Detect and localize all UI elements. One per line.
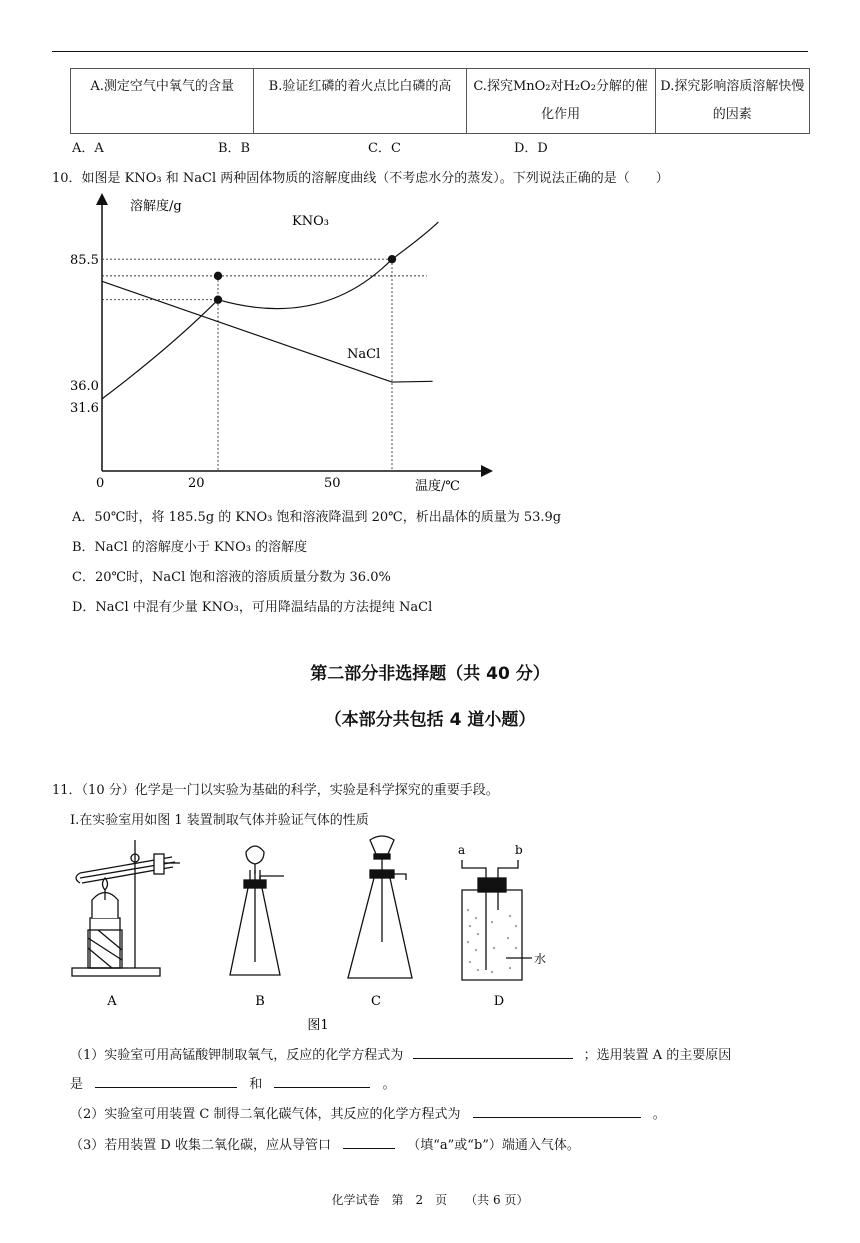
label-b: B [255,994,265,1009]
q9-choice-b[interactable]: B．B [218,141,251,156]
apparatus-d [462,860,532,980]
nacl-curve [102,281,433,382]
label-d: D [493,994,505,1009]
answer-blank-reason-2[interactable] [274,1075,370,1088]
q10-option-d[interactable]: D．NaCl 中混有少量 KNO₃，可用降温结晶的方法提纯 NaCl [72,600,433,615]
x-tick-0: 0 [96,476,105,491]
q10-stem: 10．如图是 KNO₃ 和 NaCl 两种固体物质的溶解度曲线（不考虑水分的蒸发）。下列说法正确的是（ ） [52,171,669,186]
q9-option-table [70,68,810,134]
q9-cell-b: B.验证红磷的着火点比白磷的高 [254,69,466,134]
q9-cell-d: D.探究影响溶质溶解快慢的因素 [655,69,809,134]
q11-item-1-end: 。 [382,1077,396,1092]
q11-item-3 [70,1134,580,1153]
x-tick-50: 50 [324,476,341,491]
q9-choice-a[interactable]: A．A [72,141,104,156]
q11-item-2-end: 。 [652,1107,666,1122]
q9-choice-d[interactable]: D．D [514,141,548,156]
figure-caption: 图1 [307,1018,329,1033]
nacl-series-label: NaCl [347,347,381,362]
answer-blank-equation-1[interactable] [413,1046,573,1059]
kno3-curve [102,222,438,399]
answer-blank-reason-1[interactable] [95,1075,237,1088]
kno3-series-label: KNO₃ [292,214,329,229]
y-tick-36-0: 36.0 [70,379,99,394]
x-axis-label: 温度/℃ [415,479,460,494]
answer-blank-equation-2[interactable] [473,1105,641,1118]
y-tick-31-6: 31.6 [70,401,99,416]
q11-part1-intro: Ⅰ.在实验室用如图 1 装置制取气体并验证气体的性质 [70,813,369,828]
q11-item-1-line2 [70,1073,396,1092]
label-a: A [107,994,117,1009]
q11-item-3-text: （3）若用装置 D 收集二氧化碳，应从导管口 [70,1138,331,1153]
q9-cell-c: C.探究MnO₂对H₂O₂分解的催化作用 [466,69,655,134]
answer-blank-port[interactable] [343,1136,395,1149]
apparatus-figure [60,830,580,1035]
label-water: 水 [534,952,547,966]
q11-item-1-text: （1）实验室可用高锰酸钾制取氧气，反应的化学方程式为 [70,1048,404,1063]
q11-stem: 11．（10 分）化学是一门以实验为基础的科学，实验是科学探究的重要手段。 [52,783,499,798]
data-point-1 [214,296,222,304]
q11-item-1-and: 和 [249,1077,263,1092]
q11-item-1-line1 [70,1044,820,1063]
apparatus-a [72,840,180,976]
q11-item-2-text: （2）实验室可用装置 C 制得二氧化碳气体，其反应的化学方程式为 [70,1107,461,1122]
y-tick-85-5: 85.5 [70,253,99,268]
q9-cell-a: A.测定空气中氧气的含量 [71,69,254,134]
apparatus-c [348,836,412,978]
q11-item-1-tail: ；选用装置 A 的主要原因 [583,1048,732,1063]
apparatus-b [230,846,284,975]
data-point-2 [388,255,396,263]
q10-option-b[interactable]: B．NaCl 的溶解度小于 KNO₃ 的溶解度 [72,540,308,555]
y-axis-label: 溶解度/g [130,199,182,214]
water-pattern [467,909,517,973]
part2-title: 第二部分非选择题（共 40 分） [310,664,550,684]
part2-subtitle: （本部分共包括 4 道小题） [324,710,536,730]
q10-option-a[interactable]: A．50℃时，将 185.5g 的 KNO₃ 饱和溶液降温到 20℃，析出晶体的质量为 53.9g [72,510,562,525]
guide-lines [102,259,427,471]
page-footer: 化学试卷 第 2 页 （共 6 页） [331,1193,529,1207]
label-c: C [371,994,381,1009]
label-port-a: a [458,843,466,857]
x-tick-20: 20 [188,476,205,491]
q11-item-1-reason-prefix: 是 [70,1077,84,1092]
data-point-0 [214,272,222,280]
label-port-b: b [515,843,523,857]
q11-item-3-end: （填“a”或“b”）端通入气体。 [407,1138,580,1153]
q10-option-c[interactable]: C．20℃时，NaCl 饱和溶液的溶质质量分数为 36.0% [72,570,391,585]
q11-item-2 [70,1103,666,1122]
solubility-chart [60,188,500,498]
q9-choice-c[interactable]: C．C [368,141,401,156]
header-rule [52,51,808,52]
